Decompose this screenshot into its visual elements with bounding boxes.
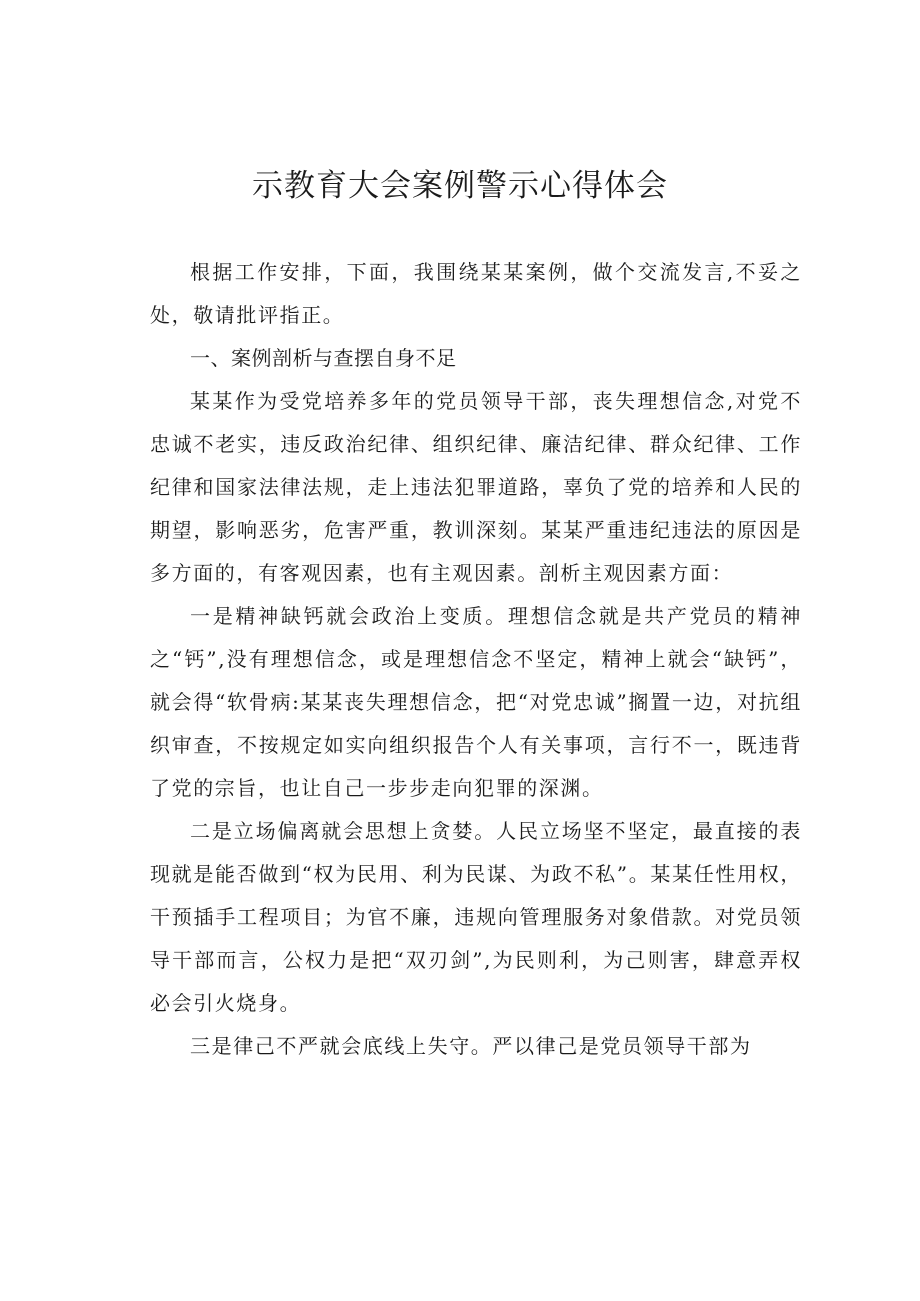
- document-title: 示教育大会案例警示心得体会: [252, 168, 668, 204]
- document-body: [150, 251, 802, 1068]
- point-three-paragraph: 三是律己不严就会底线上失守。严以律己是党员领导干部为: [190, 1034, 752, 1058]
- case-analysis-paragraph: 某某作为受党培养多年的党员领导干部，丧失理想信念,对党不忠诚不老实，违反政治纪律、组织纪律、廉洁纪律、群众纪律、工作纪律和国家法律法规，走上违法犯罪道路，辜负了党的培养和人民的期望，影响恶劣，危害严重，教训深刻。某某严重违纪违法的原因是多方面的，有客观因素，也有主观因素。剖析主观因素方面：: [150, 389, 802, 585]
- section-heading: 一、案例剖析与查摆自身不足: [190, 346, 457, 370]
- point-one-paragraph: 一是精神缺钙就会政治上变质。理想信念就是共产党员的精神之“钙”,没有理想信念，或是理想信念不坚定，精神上就会“缺钙”，就会得“软骨病:某某丧失理想信念，把“对党忠诚”搁置一边，对抗组织审查，不按规定如实向组织报告个人有关事项，言行不一，既违背了党的宗旨，也让自己一步步走向犯罪的深渊。: [150, 604, 802, 800]
- intro-paragraph: 根据工作安排，下面，我围绕某某案例，做个交流发言,不妥之处，敬请批评指正。: [150, 260, 802, 327]
- point-two-paragraph: 二是立场偏离就会思想上贪婪。人民立场坚不坚定，最直接的表现就是能否做到“权为民用、利为民谋、为政不私”。某某任性用权，干预插手工程项目；为官不廉，违规向管理服务对象借款。对党员领导干部而言，公权力是把“双刃剑”,为民则利，为己则害，肆意弄权必会引火烧身。: [150, 819, 802, 1015]
